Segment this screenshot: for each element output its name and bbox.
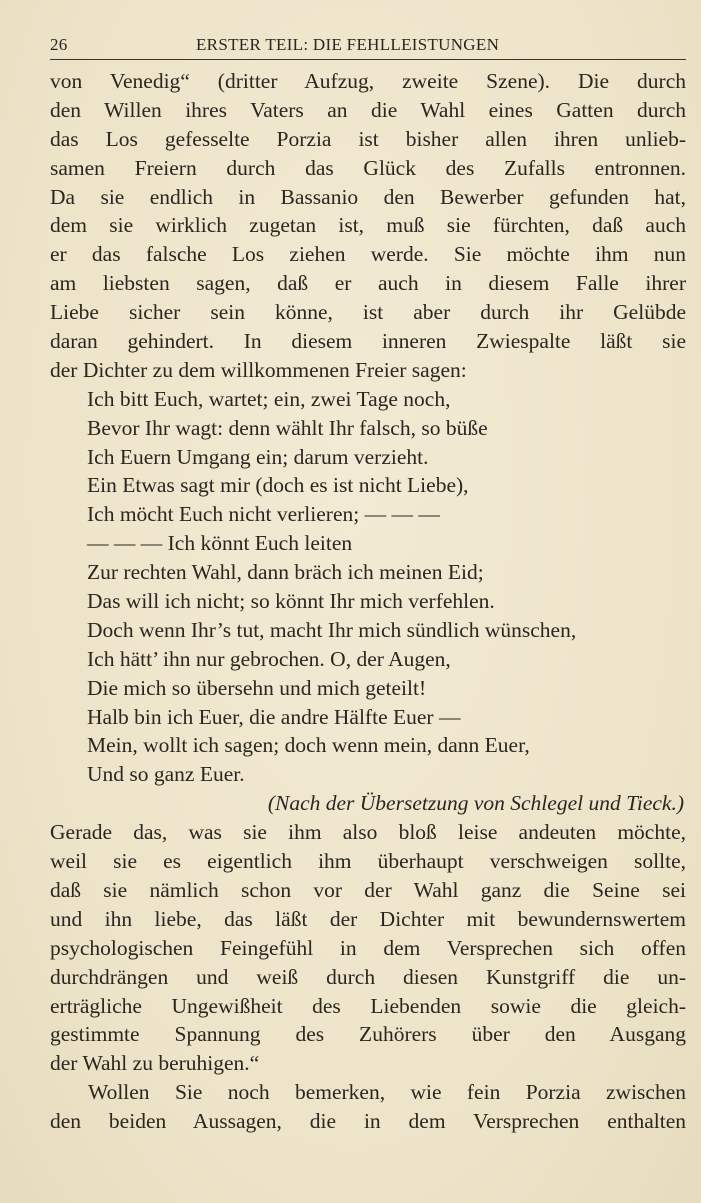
verse-line: Halb bin ich Euer, die andre Hälfte Euer — (87, 704, 461, 729)
verse-line: — — — Ich könnt Euch leiten (87, 531, 353, 556)
verse-line: Mein, wollt ich sagen; doch wenn mein, dann Euer, (87, 733, 530, 758)
text-line: er das falsche Los ziehen werde. Sie möchte ihm nun (50, 242, 686, 267)
text-line: den Willen ihres Vaters an die Wahl eines Gatten durch (50, 97, 686, 122)
paragraph-3 (50, 1078, 686, 1136)
page-header (50, 30, 686, 58)
text-line: gestimmte Spannung des Zuhörers über den Ausgang (50, 1022, 686, 1047)
text-line: der Dichter zu dem willkommenen Freier sagen: (50, 357, 467, 382)
page-number: 26 (50, 35, 68, 54)
text-line: der Wahl zu beruhigen.“ (50, 1051, 260, 1076)
text-line: und ihn liebe, das läßt der Dichter mit bewundernswertem (50, 906, 686, 931)
paragraph-1 (50, 67, 686, 385)
verse-line: Ich bitt Euch, wartet; ein, zwei Tage noch, (87, 386, 451, 411)
verse-line: Zur rechten Wahl, dann bräch ich meinen Eid; (87, 560, 484, 585)
paragraph-2 (50, 818, 686, 1078)
text-line: Gerade das, was sie ihm also bloß leise andeuten möchte, (50, 820, 686, 845)
text-line: daran gehindert. In diesem inneren Zwiespalte läßt sie (50, 329, 686, 354)
text-line: den beiden Aussagen, die in dem Versprechen enthalten (50, 1109, 686, 1134)
running-title: ERSTER TEIL: DIE FEHLLEISTUNGEN (196, 35, 500, 54)
text-line: das Los gefesselte Porzia ist bisher allen ihren unlieb- (50, 126, 686, 151)
verse-line: Doch wenn Ihr’s tut, macht Ihr mich sündlich wünschen, (87, 617, 577, 642)
text-line: von Venedig“ (dritter Aufzug, zweite Szene). Die durch (50, 69, 686, 93)
verse-quote (50, 385, 686, 789)
translation-citation: (Nach der Übersetzung von Schlegel und Tieck.) (267, 791, 684, 816)
text-line: daß sie nämlich schon vor der Wahl ganz die Seine sei (50, 877, 686, 902)
text-line: Liebe sicher sein könne, ist aber durch ihr Gelübde (50, 300, 686, 325)
verse-line: Ein Etwas sagt mir (doch es ist nicht Liebe), (87, 473, 469, 498)
text-line: psychologischen Feingefühl in dem Versprechen sich offen (50, 935, 686, 960)
text-line: samen Freiern durch das Glück des Zufalls entronnen. (50, 155, 686, 180)
body-text (50, 67, 686, 1136)
verse-line: Und so ganz Euer. (87, 762, 245, 787)
verse-line: Ich möcht Euch nicht verlieren; — — — (87, 502, 440, 527)
header-rule (50, 59, 686, 60)
text-line: am liebsten sagen, daß er auch in diesem Falle ihrer (50, 271, 686, 296)
verse-line: Ich Euern Umgang ein; darum verzieht. (87, 444, 429, 469)
text-line: dem sie wirklich zugetan ist, muß sie fürchten, daß auch (50, 213, 686, 238)
text-line: weil sie es eigentlich ihm überhaupt verschweigen sollte, (50, 849, 686, 874)
text-line: erträgliche Ungewißheit des Liebenden sowie die gleich- (50, 993, 686, 1018)
text-line: Wollen Sie noch bemerken, wie fein Porzia zwischen (88, 1080, 686, 1105)
verse-line: Bevor Ihr wagt: denn wählt Ihr falsch, so büße (87, 415, 488, 440)
verse-line: Ich hätt’ ihn nur gebrochen. O, der Augen, (87, 646, 451, 671)
verse-line: Die mich so übersehn und mich geteilt! (87, 675, 427, 700)
text-line: Da sie endlich in Bassanio den Bewerber gefunden hat, (50, 184, 686, 209)
verse-line: Das will ich nicht; so könnt Ihr mich verfehlen. (87, 589, 495, 614)
text-line: durchdrängen und weiß durch diesen Kunstgriff die un- (50, 964, 686, 989)
